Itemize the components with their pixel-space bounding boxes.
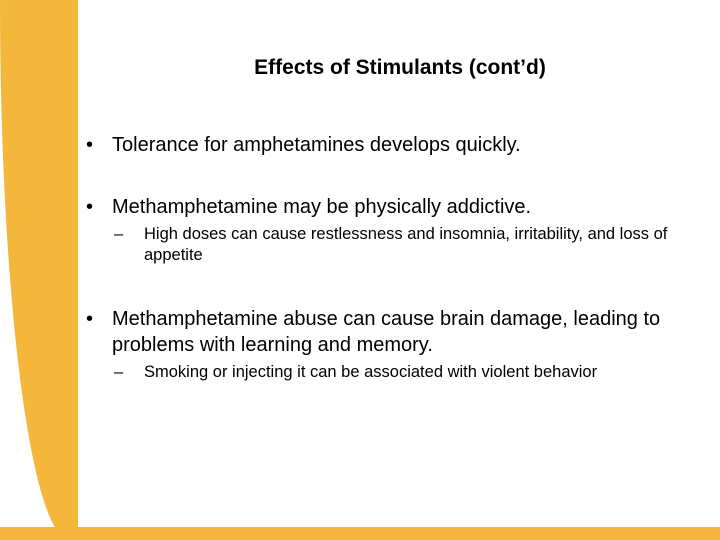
bullet-glyph: •	[86, 308, 94, 330]
bullet-text: Methamphetamine may be physically addictive.	[112, 196, 532, 218]
bullet-glyph: •	[86, 196, 94, 218]
sub-bullet-text: High doses can cause restlessness and insomnia, irritability, and loss of appetite	[144, 225, 668, 264]
bullet-item	[82, 132, 718, 158]
sub-bullet-text: Smoking or injecting it can be associated with violent behavior	[144, 363, 598, 381]
bullet-text: Methamphetamine abuse can cause brain damage, leading to problems with learning and memory.	[112, 308, 661, 356]
slide-title: Effects of Stimulants (cont’d)	[254, 56, 546, 79]
bullet-text: Tolerance for amphetamines develops quickly.	[112, 134, 521, 156]
bottom-accent-bar	[0, 527, 720, 540]
dash-glyph: –	[114, 225, 124, 243]
bullet-item	[82, 306, 682, 358]
sub-bullet-item	[114, 362, 718, 383]
dash-glyph: –	[114, 363, 124, 381]
bullet-glyph: •	[86, 134, 94, 156]
bullet-item	[82, 194, 718, 220]
sub-bullet-item	[114, 224, 718, 266]
left-accent-bar	[0, 0, 78, 540]
